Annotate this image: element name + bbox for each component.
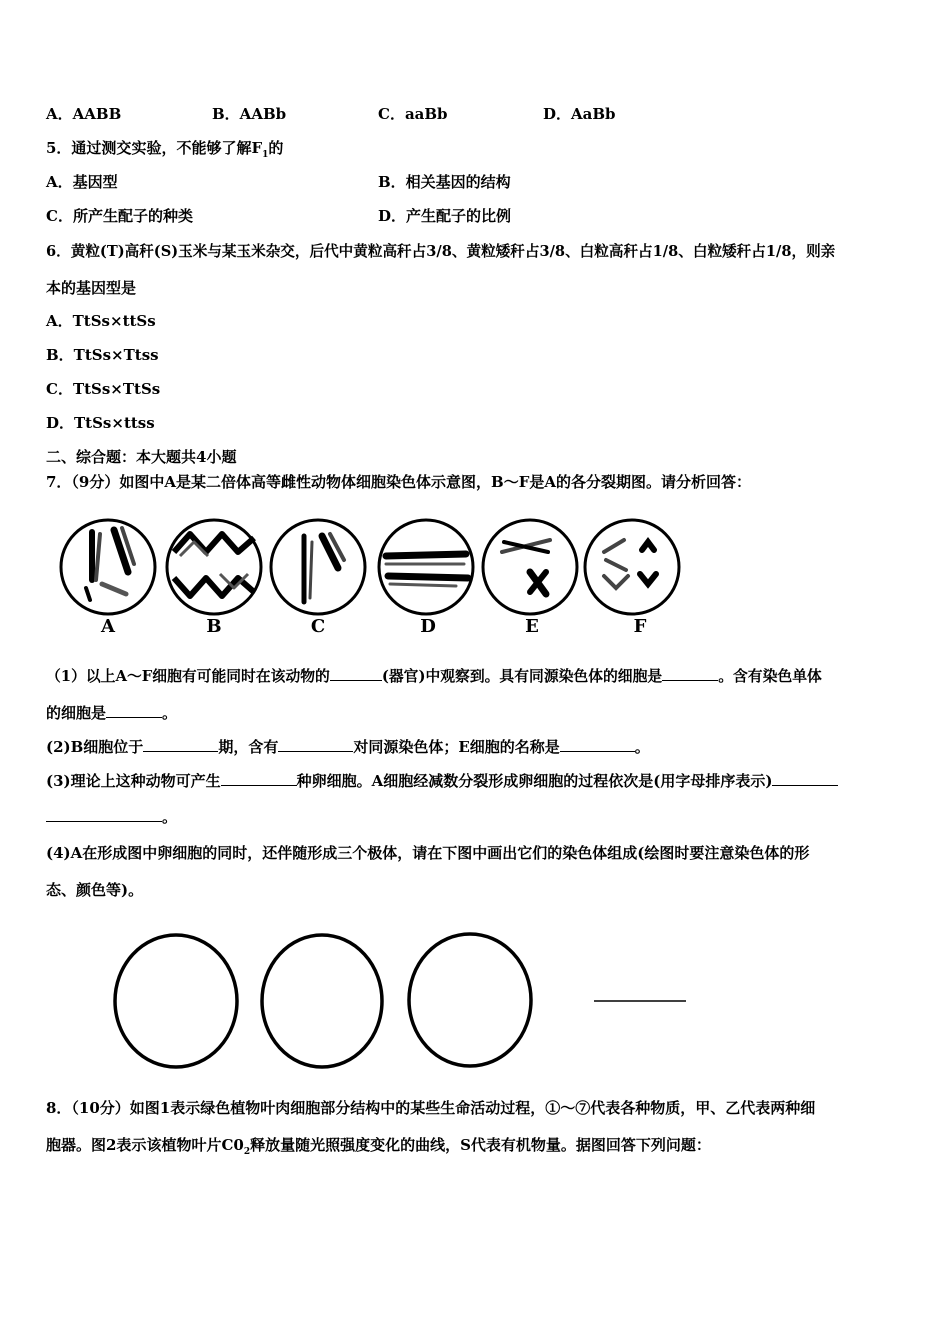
q7-part1-line2: 的细胞是 。 <box>46 704 178 722</box>
cell-e-chromosomes <box>502 540 550 594</box>
cell-b-circle <box>167 520 261 614</box>
q5-option-b: B．相关基因的结构 <box>378 173 511 191</box>
drawing-circle-1 <box>115 935 237 1067</box>
q5-option-a: A．基因型 <box>46 173 118 191</box>
cell-a-circle <box>61 520 155 614</box>
q6-stem-line2: 本的基因型是 <box>46 279 137 297</box>
q4-option-a: A．AABB <box>46 105 122 123</box>
cell-d-circle <box>379 520 473 614</box>
cell-e-circle <box>483 520 577 614</box>
cell-division-figure <box>56 512 696 636</box>
cell-f-chromosomes <box>604 540 656 588</box>
answer-blank[interactable] <box>278 737 353 752</box>
q7-part1-line1: （1）以上A～F细胞有可能同时在该动物的 (器官)中观察到。具有同源染色体的细胞是 。含有染色单体 <box>46 668 822 685</box>
q7-part3-cont: 。 <box>46 806 177 827</box>
answer-blank[interactable] <box>772 771 838 786</box>
q7-part4-line2: 态、颜色等)。 <box>46 881 144 899</box>
label-e: E <box>525 616 539 636</box>
answer-blank[interactable] <box>662 666 718 681</box>
q6-option-c: C．TtSs×TtSs <box>46 380 161 398</box>
q8-line2: 胞器。图2表示该植物叶片$C0_2$释放量随光照强度变化的曲线，S代表有机物量。据图回答下列问题： <box>46 1136 711 1157</box>
cell-c-chromosomes <box>304 534 344 602</box>
cell-f-circle <box>585 520 679 614</box>
q4-option-d: D．AaBb <box>543 105 616 123</box>
q7-stem: 7．（9分）如图中A是某二倍体高等雌性动物体细胞染色体示意图，B～F是A的各分裂期图。请分析回答： <box>46 473 751 491</box>
q8-line1: 8．（10分）如图1表示绿色植物叶肉细胞部分结构中的某些生命活动过程，①～⑦代表各种物质，甲、乙代表两种细 <box>46 1099 816 1117</box>
q6-option-d: D．TtSs×ttss <box>46 414 155 432</box>
label-f: F <box>633 616 647 636</box>
answer-blank[interactable] <box>221 771 297 786</box>
cell-a-chromosomes <box>86 528 134 600</box>
cell-b-chromosomes <box>174 534 254 596</box>
drawing-circle-3 <box>409 934 531 1066</box>
answer-blank[interactable] <box>560 737 635 752</box>
q6-option-b: B．TtSs×Ttss <box>46 346 159 364</box>
answer-blank[interactable] <box>106 703 162 718</box>
q5-stem: 5．通过测交实验，不能够了解$F_1$的 <box>46 139 284 160</box>
label-c: C <box>310 616 326 636</box>
q7-part4-line1: (4)A在形成图中卵细胞的同时，还伴随形成三个极体，请在下图中画出它们的染色体组成(绘图时要注意染色体的形 <box>46 844 810 862</box>
section-heading: 二、综合题：本大题共4小题 <box>46 448 237 466</box>
q7-part3: (3)理论上这种动物可产生 种卵细胞。A细胞经减数分裂形成卵细胞的过程依次是(用字母排序表示) <box>46 770 838 791</box>
cell-d-chromosomes <box>386 554 468 586</box>
label-d: D <box>420 616 436 636</box>
answer-blank[interactable] <box>330 666 382 681</box>
q7-part2: (2)B细胞位于 期，含有 对同源染色体；E细胞的名称是 。 <box>46 738 650 756</box>
q5-option-c: C．所产生配子的种类 <box>46 207 193 225</box>
q6-stem-line1: 6．黄粒(T)高秆(S)玉米与某玉米杂交，后代中黄粒高秆占3/8、黄粒矮秆占3/8、白粒高秆占1/8、白粒矮秆占1/8，则亲 <box>46 243 836 260</box>
cell-c-circle <box>271 520 365 614</box>
polar-body-drawing-area[interactable] <box>110 928 700 1074</box>
label-a: A <box>101 616 115 636</box>
q4-option-c: C．aaBb <box>378 105 448 123</box>
answer-blank[interactable] <box>143 737 218 752</box>
label-b: B <box>206 616 222 636</box>
q5-option-d: D．产生配子的比例 <box>378 207 512 225</box>
q6-option-a: A．TtSs×ttSs <box>46 312 156 330</box>
q4-option-b: B．AABb <box>212 105 287 123</box>
answer-blank[interactable] <box>46 807 162 822</box>
drawing-circle-2 <box>262 935 382 1067</box>
